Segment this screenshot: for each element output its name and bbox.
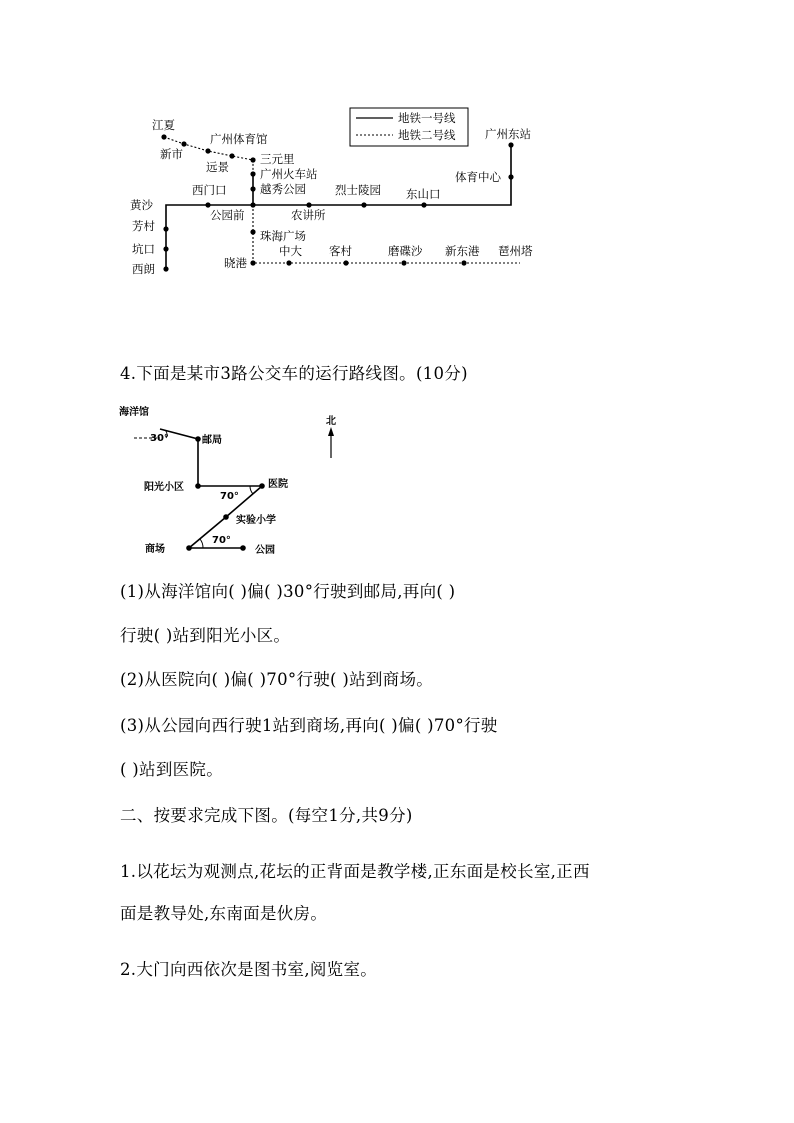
stop-shangchang: 商场 <box>145 544 165 555</box>
station-xiaogang: 晓港 <box>224 256 247 270</box>
item2: 2.大门向西依次是图书室,阅览室。 <box>120 960 378 979</box>
stop-haiyangguan: 海洋馆 <box>119 407 149 418</box>
angle-70-mall-label: 70° <box>212 535 231 546</box>
stop-shiyan: 实验小学 <box>236 515 276 526</box>
station-lieshi: 烈士陵园 <box>335 183 381 197</box>
north-label: 北 <box>326 416 336 427</box>
legend-line1-label: 地铁一号线 <box>398 111 456 125</box>
station-nongjiangsuo: 农讲所 <box>291 208 326 222</box>
station-fangcun: 芳村 <box>132 219 155 233</box>
station-kengkou: 坑口 <box>132 242 155 256</box>
station-sanyuanli: 三元里 <box>260 152 295 166</box>
q3-line1: (3)从公园向西行驶1站到商场,再向( )偏( )70°行驶 <box>120 716 498 735</box>
station-zhuhai: 珠海广场 <box>260 229 306 243</box>
angle-30-label: 30° <box>150 433 169 444</box>
station-dongshankou: 东山口 <box>406 187 441 201</box>
q2-line1: (2)从医院向( )偏( )70°行驶( )站到商场。 <box>120 670 434 689</box>
station-xindonggang: 新东港 <box>445 244 480 258</box>
station-tiyuguan: 广州体育馆 <box>210 132 268 146</box>
station-pazhouta: 琶州塔 <box>498 244 533 258</box>
section2-title: 二、按要求完成下图。(每空1分,共9分) <box>120 806 413 825</box>
q1-line1: (1)从海洋馆向( )偏( )30°行驶到邮局,再向( ) <box>120 582 456 601</box>
station-ximenkou: 西门口 <box>192 183 227 197</box>
angle-70-hospital-label: 70° <box>220 491 239 502</box>
q1-line2: 行驶( )站到阳光小区。 <box>120 626 291 645</box>
north-arrow <box>326 415 336 458</box>
station-yuexiu: 越秀公园 <box>260 182 306 196</box>
stop-yiyuan: 医院 <box>268 479 288 490</box>
item1-line2: 面是教导处,东南面是伙房。 <box>120 904 328 923</box>
legend-line2-label: 地铁二号线 <box>398 128 456 142</box>
stop-yangguang: 阳光小区 <box>144 482 184 493</box>
station-zhongda: 中大 <box>279 244 302 258</box>
station-xinshi: 新市 <box>160 147 183 161</box>
station-xilang: 西朗 <box>132 262 155 276</box>
station-dongzhan: 广州东站 <box>485 127 531 141</box>
station-huochezhan: 广州火车站 <box>260 167 318 181</box>
item1-line1: 1.以花坛为观测点,花坛的正背面是教学楼,正东面是校长室,正西 <box>120 862 590 881</box>
station-yuanjing: 远景 <box>206 160 229 174</box>
station-gongyuanqian: 公园前 <box>210 208 245 222</box>
station-jiangxia: 江夏 <box>152 118 175 132</box>
question4-title: 4.下面是某市3路公交车的运行路线图。(10分) <box>120 364 468 383</box>
station-kecun: 客村 <box>329 244 352 258</box>
station-huangsha: 黄沙 <box>130 198 153 212</box>
q3-line2: ( )站到医院。 <box>120 760 224 779</box>
station-modiesha: 磨碟沙 <box>388 244 423 258</box>
stop-youju: 邮局 <box>202 435 222 446</box>
stop-gongyuan: 公园 <box>255 545 275 556</box>
station-tiyuzhongxin: 体育中心 <box>455 170 501 184</box>
